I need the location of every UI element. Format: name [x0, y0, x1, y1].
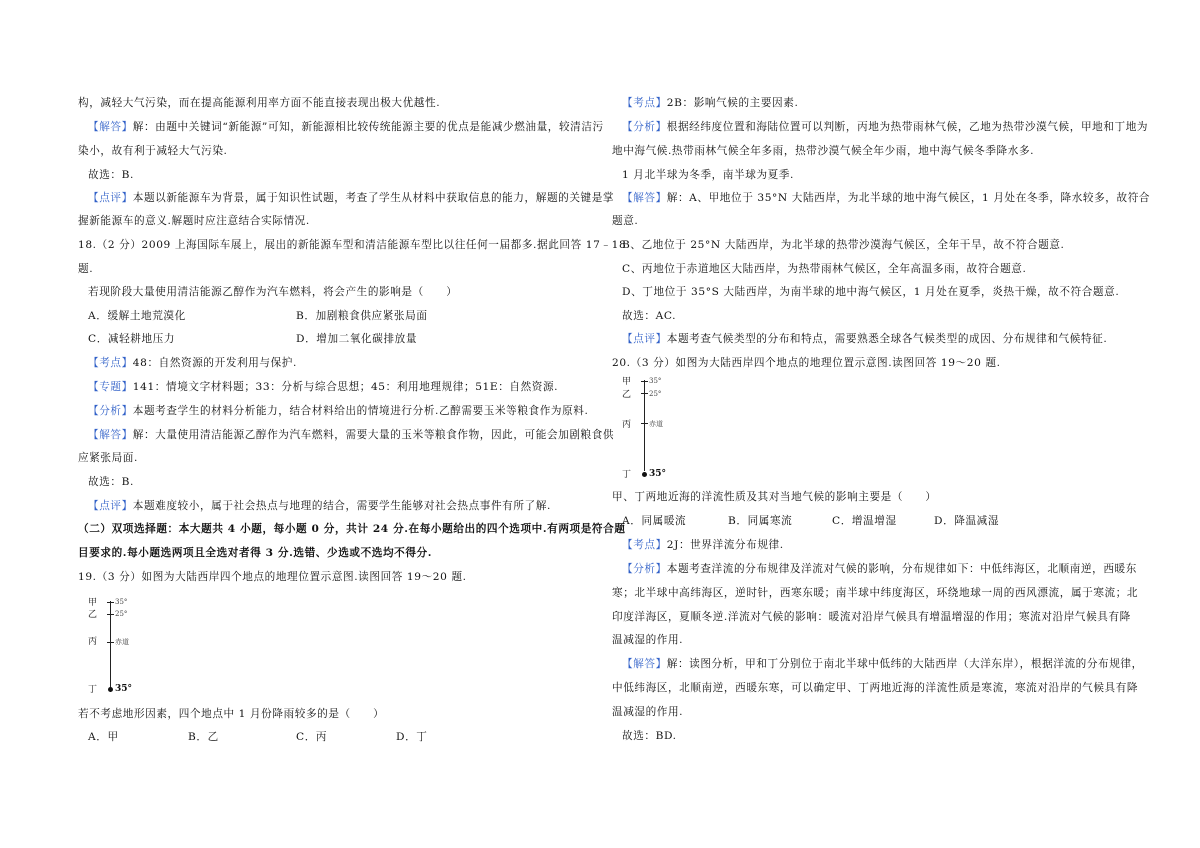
point-ding — [642, 472, 647, 477]
answer-tag: 【解答】 — [622, 192, 667, 204]
kaodian-tag: 【考点】 — [622, 97, 667, 109]
tick-equator — [641, 423, 648, 424]
fenxi-text: 根据经纬度位置和海陆位置可以判断，丙地为热带雨林气候，乙地为热带沙漠气候，甲地和丁地为 — [666, 121, 1149, 133]
q18-stem-line-1: 18.（2 分）2009 上海国际车展上，展出的新能源车型和清洁能源车型比以往任何一届都多.据此回答 17﹣18 — [78, 239, 627, 251]
q20-answer-line-3: 温减湿的作用. — [612, 706, 684, 718]
q20-answer-line-2: 中低纬海区，北顺南逆，西暖东寒，可以确定甲、丁两地近海的洋流性质是寒流，寒流对沿岸的气候具有降 — [612, 682, 1139, 694]
q19-kaodian — [622, 96, 798, 110]
q20-option-d: D．降温减湿 — [934, 515, 1000, 527]
label-35n: 35° — [649, 377, 662, 385]
q20-choice: 故选：BD. — [622, 730, 677, 742]
tick-25n — [107, 614, 114, 615]
q19-season-note: 1 月北半球为冬季，南半球为夏季. — [622, 169, 794, 181]
fenxi-tag: 【分析】 — [622, 563, 667, 575]
kaodian-text: 2J：世界洋流分布规律. — [666, 539, 784, 551]
label-equator: 赤道 — [649, 420, 663, 428]
q20-fenxi-line-4: 温减湿的作用. — [612, 634, 684, 646]
q19-stem: 19.（3 分）如图为大陆西岸四个地点的地理位置示意图.读图回答 19～20 题. — [78, 571, 467, 583]
section-heading-line-2: 目要求的.每小题选两项且全选对者得 3 分.选错、少选或不选均不得分. — [78, 547, 433, 559]
q18-choice: 故选：B. — [88, 476, 134, 488]
q18-comment — [88, 499, 551, 513]
label-jia: 甲 — [88, 598, 98, 608]
q19-answer-c: C、丙地位于赤道地区大陆西岸，为热带雨林气候区，全年高温多雨，故符合题意. — [622, 263, 1027, 275]
tick-35n — [107, 602, 114, 603]
q17-choice: 故选：B. — [88, 169, 134, 181]
kaodian-tag: 【考点】 — [88, 357, 133, 369]
q19-answer-line-1 — [622, 191, 1150, 205]
q18-zhuanti — [88, 380, 558, 394]
q18-option-d: D．增加二氧化碳排放量 — [296, 333, 418, 345]
point-ding — [108, 687, 113, 692]
q19-option-c: C．丙 — [296, 731, 328, 743]
answer-text: 解：由题中关键词“新能源”可知，新能源相比较传统能源主要的优点是能减少燃油量，较清洁污 — [132, 121, 604, 133]
q19-answer-line-2: 题意. — [612, 215, 639, 227]
q20-option-b: B．同属寒流 — [728, 515, 793, 527]
label-jia: 甲 — [622, 377, 632, 387]
q17-comment-line-2: 握新能源车的意义.解题时应注意结合实际情况. — [78, 215, 310, 227]
q19-location-diagram — [88, 595, 168, 695]
answer-tag: 【解答】 — [88, 121, 133, 133]
q19-question: 若不考虑地形因素，四个地点中 1 月份降雨较多的是（ ） — [78, 708, 385, 720]
q17-answer-line-2: 染小，故有利于减轻大气污染. — [78, 145, 228, 157]
tick-equator — [107, 642, 114, 643]
label-35s: 35° — [649, 469, 667, 479]
label-35n: 35° — [115, 598, 128, 606]
q17-answer-line-1 — [88, 120, 604, 134]
label-35s: 35° — [115, 684, 133, 694]
q19-comment — [622, 332, 1107, 346]
label-yi: 乙 — [622, 390, 632, 400]
fenxi-text: 本题考查学生的材料分析能力，结合材料给出的情境进行分析.乙醇需要玉米等粮食作为原料. — [132, 405, 589, 417]
q19-answer-b: B、乙地位于 25°N 大陆西岸，为北半球的热带沙漠海气候区，全年干旱，故不符合题意. — [622, 239, 1065, 251]
answer-text: 解：A、甲地位于 35°N 大陆西岸，为北半球的地中海气候区，1 月处在冬季，降水较多，故符合 — [666, 192, 1151, 204]
q19-option-d: D．丁 — [396, 731, 428, 743]
q20-question: 甲、丁两地近海的洋流性质及其对当地气候的影响主要是（ ） — [612, 491, 937, 503]
zhuanti-tag: 【专题】 — [88, 381, 133, 393]
label-ding: 丁 — [88, 685, 98, 695]
label-25n: 25° — [649, 390, 662, 398]
q18-option-a: A．缓解土地荒漠化 — [88, 310, 186, 322]
q19-fenxi-line-1 — [622, 120, 1148, 134]
q20-fenxi-line-2: 寒；北半球中高纬海区，逆时针，西寒东暖；南半球中纬度海区，环绕地球一周的西风漂流，属于寒流；北 — [612, 587, 1139, 599]
q20-fenxi-line-3: 印度洋海区，夏顺冬逆.洋流对气候的影响：暖流对沿岸气候具有增温增湿的作用；寒流对沿岸气候具有降 — [612, 611, 1131, 623]
q17-comment-line-1 — [88, 191, 614, 205]
kaodian-text: 48：自然资源的开发利用与保护. — [132, 357, 297, 369]
comment-text: 本题以新能源车为背景，属于知识性试题，考查了学生从材料中获取信息的能力，解题的关键是掌 — [132, 192, 615, 204]
fenxi-text: 本题考查洋流的分布规律及洋流对气候的影响，分布规律如下：中低纬海区，北顺南逆，西暖东 — [666, 563, 1137, 575]
label-ding: 丁 — [622, 470, 632, 480]
answer-text: 解：大量使用清洁能源乙醇作为汽车燃料，需要大量的玉米等粮食作物，因此，可能会加剧粮食供 — [132, 429, 615, 441]
q19-option-a: A．甲 — [88, 731, 119, 743]
comment-tag: 【点评】 — [622, 333, 667, 345]
kaodian-tag: 【考点】 — [622, 539, 667, 551]
comment-tag: 【点评】 — [88, 500, 133, 512]
q19-option-b: B．乙 — [188, 731, 219, 743]
q18-question: 若现阶段大量使用清洁能源乙醇作为汽车燃料，将会产生的影响是（ ） — [88, 286, 458, 298]
label-bing: 丙 — [88, 637, 98, 647]
answer-tag: 【解答】 — [88, 429, 133, 441]
q18-fenxi — [88, 404, 588, 418]
section-heading-line-1: （二）双项选择题：本大题共 4 小题，每小题 0 分，共计 24 分.在每小题给出的四个选项中.有两项是符合题 — [78, 523, 626, 535]
comment-tag: 【点评】 — [88, 192, 133, 204]
q20-location-diagram — [622, 374, 702, 480]
q19-fenxi-line-2: 地中海气候.热带雨林气候全年多雨，热带沙漠气候全年少雨，地中海气候冬季降水多. — [612, 145, 1035, 157]
answer-text: 解：读图分析，甲和丁分别位于南北半球中低纬的大陆西岸（大洋东岸），根据洋流的分布规律， — [666, 658, 1143, 670]
comment-text: 本题考查气候类型的分布和特点，需要熟悉全球各气候类型的成因、分布规律和气候特征. — [666, 333, 1108, 345]
q20-kaodian — [622, 538, 784, 552]
q20-option-a: A．同属暖流 — [622, 515, 687, 527]
label-25n: 25° — [115, 610, 128, 618]
q20-answer-line-1 — [622, 657, 1143, 671]
q19-choice: 故选：AC. — [622, 310, 677, 322]
q18-answer-line-2: 应紧张局面. — [78, 452, 138, 464]
q18-option-c: C．减轻耕地压力 — [88, 333, 176, 345]
label-yi: 乙 — [88, 610, 98, 620]
fenxi-tag: 【分析】 — [88, 405, 133, 417]
q20-fenxi-line-1 — [622, 562, 1137, 576]
comment-text: 本题难度较小，属于社会热点与地理的结合，需要学生能够对社会热点事件有所了解. — [132, 500, 551, 512]
q20-option-c: C．增温增湿 — [832, 515, 897, 527]
fenxi-tag: 【分析】 — [622, 121, 667, 133]
q18-stem-line-2: 题. — [78, 263, 94, 275]
q17-tail-line: 构，减轻大气污染，而在提高能源利用率方面不能直接表现出极大优越性. — [78, 97, 441, 109]
q18-answer-line-1 — [88, 428, 614, 442]
zhuanti-text: 141：情境文字材料题；33：分析与综合思想；45：利用地理规律；51E：自然资源. — [132, 381, 559, 393]
answer-tag: 【解答】 — [622, 658, 667, 670]
q18-kaodian — [88, 356, 297, 370]
kaodian-text: 2B：影响气候的主要因素. — [666, 97, 799, 109]
q18-option-b: B．加剧粮食供应紧张局面 — [296, 310, 428, 322]
label-equator: 赤道 — [115, 638, 129, 646]
q20-stem: 20.（3 分）如图为大陆西岸四个地点的地理位置示意图.读图回答 19～20 题. — [612, 357, 1001, 369]
tick-25n — [641, 393, 648, 394]
tick-35n — [641, 381, 648, 382]
label-bing: 丙 — [622, 420, 632, 430]
q19-answer-d: D、丁地位于 35°S 大陆西岸，为南半球的地中海气候区，1 月处在夏季，炎热干燥，故不符合题意. — [622, 286, 1120, 298]
